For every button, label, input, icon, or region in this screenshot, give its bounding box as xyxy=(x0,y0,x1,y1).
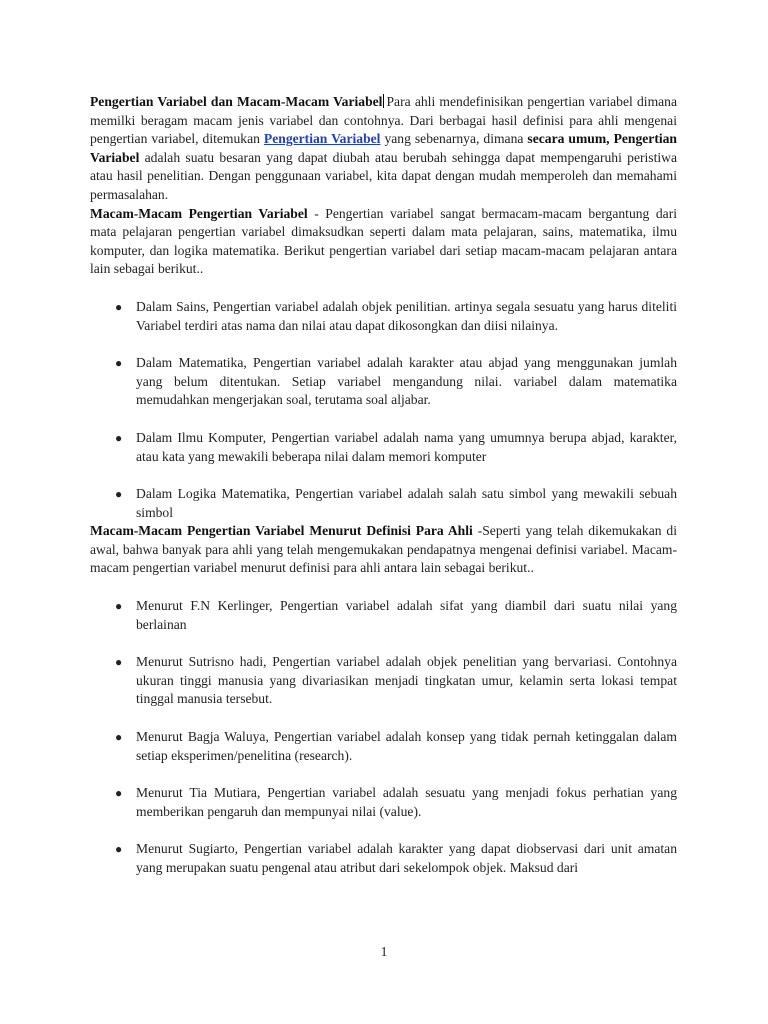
list-item xyxy=(90,840,677,877)
macam-heading: Macam-Macam Pengertian Variabel xyxy=(90,205,308,221)
list-item-text: Dalam Sains, Pengertian variabel adalah objek penilitian. artinya segala sesuatu yang harus diteliti Variabel terdiri atas nama dan nilai atau dapat dikosongkan dan diisi nilainya. xyxy=(136,298,677,333)
page-number: 1 xyxy=(380,944,388,959)
intro-bold-phrase: secara umum, Pengertian Variabel xyxy=(90,131,677,165)
bullet-icon: ● xyxy=(115,842,123,857)
list-item xyxy=(90,429,677,466)
experts-text: -Seperti yang telah dikemukakan di awal, bahwa banyak para ahli yang telah mengemukakan pendapatnya mengenai definisi variabel. Macam-macam pengertian variabel menurut definisi para ahli antara lain sebagai berikut.. xyxy=(90,523,678,576)
list-item xyxy=(90,485,677,522)
list-item-text: Dalam Logika Matematika, Pengertian variabel adalah salah satu simbol yang mewakili sebuah simbol xyxy=(136,486,677,520)
list-item-text: Dalam Matematika, Pengertian variabel adalah karakter atau abjad yang menggunakan jumlah yang belum ditentukan. Setiap variabel mengandung nilai. variabel dalam matematika memudahkan mengerjakan soal, terutama soal aljabar. xyxy=(136,355,677,408)
macam-text: - Pengertian variabel sangat bermacam-macam bergantung dari mata pelajaran pengertian variabel dimaksudkan seperti dalam mata pelajaran, sains, matematika, ilmu komputer, dan logika matematika. Berikut pengertian variabel dari setiap macam-macam pelajaran antara lain sebagai berikut.. xyxy=(90,205,678,277)
list-item xyxy=(90,354,677,410)
list-item xyxy=(90,728,677,765)
pengertian-variabel-link[interactable]: Pengertian Variabel xyxy=(263,131,381,147)
document-page xyxy=(90,93,677,878)
list-item xyxy=(90,784,677,821)
bullet-icon: ● xyxy=(115,730,123,745)
list-item-text: Menurut Sugiarto, Pengertian variabel adalah karakter yang dapat diobservasi dari unit amatan yang merupakan suatu pengenal atau atribut dari sekelompok objek. Maksud dari xyxy=(136,841,677,875)
list-item-text: Menurut Tia Mutiara, Pengertian variabel adalah sesuatu yang menjadi fokus perhatian yang memberikan pengaruh dan mempunyai nilai (value). xyxy=(136,785,677,819)
intro-text-c: adalah suatu besaran yang dapat diubah atau berubah sehingga dapat mempengaruhi peristiwa atau hasil penelitian. Dengan penggunaan variabel, kita dapat dengan mudah memperoleh dan memahami permasalahan. xyxy=(90,149,677,202)
bullet-icon: ● xyxy=(115,655,123,670)
bullet-icon: ● xyxy=(115,356,123,371)
bullet-icon: ● xyxy=(115,430,123,445)
list-item xyxy=(90,298,677,335)
bullet-icon: ● xyxy=(115,299,123,314)
list-item xyxy=(90,653,677,709)
intro-text-b: yang sebenarnya, dimana xyxy=(380,131,528,147)
experts-paragraph xyxy=(90,522,677,578)
list-item-text: Menurut Sutrisno hadi, Pengertian variabel adalah objek penelitian yang bervariasi. Contohnya ukuran tinggi manusia yang divariasikan menjadi tingkatan umur, kelamin serta lokasi tempat tinggal manusia tersebut. xyxy=(136,654,677,707)
subject-definitions-list xyxy=(90,298,677,522)
bullet-icon: ● xyxy=(115,599,123,614)
macam-paragraph xyxy=(90,205,677,279)
document-title: Pengertian Variabel dan Macam-Macam Variabel xyxy=(90,94,383,109)
list-item-text: Menurut Bagja Waluya, Pengertian variabel adalah konsep yang tidak pernah ketinggalan dalam setiap eksperimen/penelitina (research). xyxy=(136,729,677,763)
intro-text-a: Para ahli mendefinisikan pengertian variabel dimana memilki beragam macam jenis variabel dan contohnya. Dari berbagai hasil definisi para ahli mengenai pengertian variabel, ditemukan xyxy=(90,94,678,147)
intro-paragraph xyxy=(90,93,677,205)
bullet-icon: ● xyxy=(115,786,123,801)
experts-heading: Macam-Macam Pengertian Variabel Menurut Definisi Para Ahli xyxy=(90,523,473,539)
list-item-text: Dalam Ilmu Komputer, Pengertian variabel adalah nama yang umumnya berupa abjad, karakter, atau kata yang mewakili beberapa nilai dalam memori komputer xyxy=(136,429,677,464)
list-item xyxy=(90,597,677,634)
list-item-text: Menurut F.N Kerlinger, Pengertian variabel adalah sifat yang diambil dari suatu nilai yang berlainan xyxy=(136,598,677,632)
expert-definitions-list xyxy=(90,597,677,878)
text-cursor xyxy=(383,94,384,108)
bullet-icon: ● xyxy=(115,487,123,502)
